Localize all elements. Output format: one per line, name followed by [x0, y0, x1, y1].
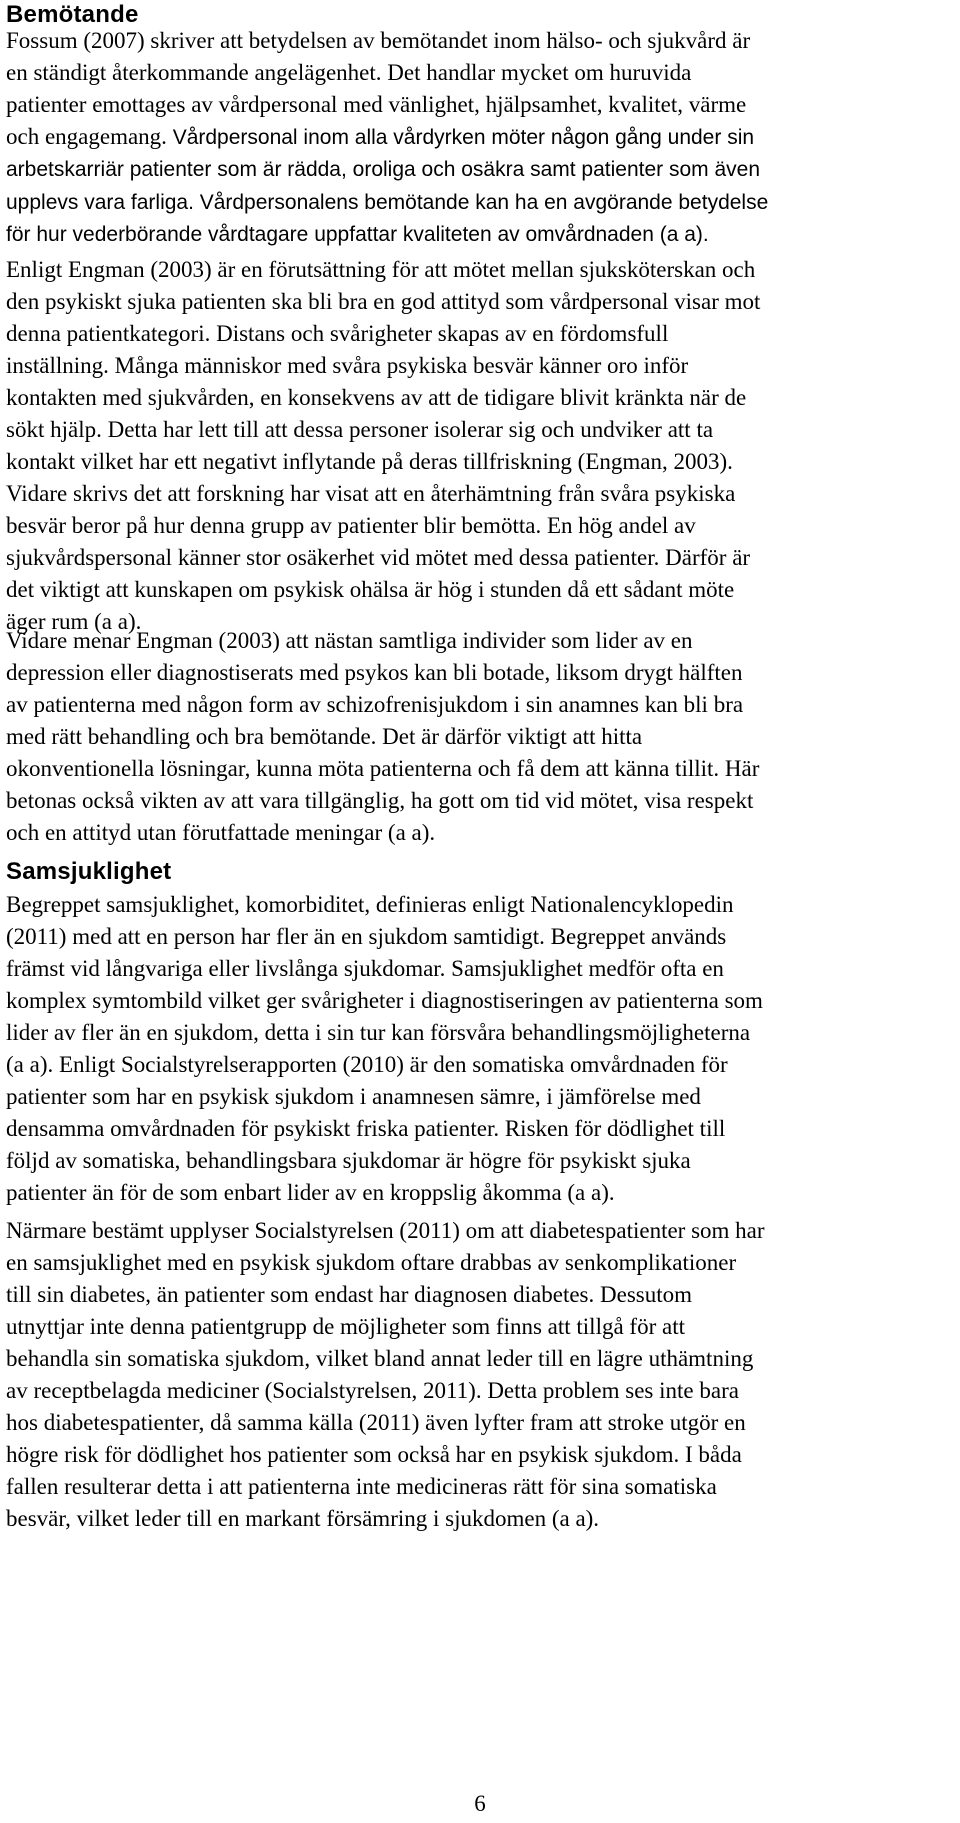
text-line: utnyttjar inte denna patientgrupp de möjligheter som finns att tillgå för att	[6, 1314, 685, 1339]
text-line: lider av fler än en sjukdom, detta i sin tur kan försvåra behandlingsmöjligheterna	[6, 1020, 751, 1045]
text-line: Fossum (2007) skriver att betydelsen av bemötandet inom hälso- och sjukvård är	[6, 28, 751, 53]
text-line: den psykiskt sjuka patienten ska bli bra en god attityd som vårdpersonal visar mot	[6, 289, 761, 314]
text-line: följd av somatiska, behandlingsbara sjukdomar är högre för psykiskt sjuka	[6, 1148, 691, 1173]
text-line: högre risk för dödlighet hos patienter som också har en psykisk sjukdom. I båda	[6, 1442, 742, 1467]
text-line: det viktigt att kunskapen om psykisk ohälsa är hög i stunden då ett sådant möte	[6, 577, 735, 602]
text-line: besvär, vilket leder till en markant försämring i sjukdomen (a a).	[6, 1506, 600, 1531]
text-line: sjukvårdspersonal känner stor osäkerhet vid mötet med dessa patienter. Därför är	[6, 545, 751, 570]
paragraph	[6, 254, 956, 638]
text-line: (a a). Enligt Socialstyrelserapporten (2010) är den somatiska omvårdnaden för	[6, 1052, 728, 1077]
heading-samsjuklighet: Samsjuklighet	[6, 858, 172, 885]
text-line: för hur vederbörande vårdtagare uppfattar kvaliteten av omvårdnaden (a a).	[6, 223, 709, 246]
text-line: med rätt behandling och bra bemötande. Det är därför viktigt att hitta	[6, 724, 643, 749]
text-line: en ständigt återkommande angelägenhet. Det handlar mycket om huruvida	[6, 60, 692, 85]
text-line: hos diabetespatienter, då samma källa (2011) även lyfter fram att stroke utgör en	[6, 1410, 746, 1435]
paragraph	[6, 25, 956, 251]
text-line: komplex symtombild vilket ger svårigheter i diagnostiseringen av patienterna som	[6, 988, 763, 1013]
text-line: fallen resulterar detta i att patienterna inte medicineras rätt för sina somatiska	[6, 1474, 717, 1499]
text-line: Närmare bestämt upplyser Socialstyrelsen (2011) om att diabetespatienter som har	[6, 1218, 765, 1243]
text-line: patienter än för de som enbart lider av en kroppslig åkomma (a a).	[6, 1180, 615, 1205]
text-line: depression eller diagnostiserats med psykos kan bli botade, liksom drygt hälften	[6, 660, 743, 685]
text-span: Vårdpersonalens bemötande kan ha en avgörande betydelse	[199, 191, 769, 214]
text-line: denna patientkategori. Distans och svårigheter skapas av en fördomsfull	[6, 321, 669, 346]
text-span: upplevs vara farliga.	[6, 191, 194, 214]
text-line	[6, 121, 956, 154]
text-line: arbetskarriär patienter som är rädda, oroliga och osäkra samt patienter som även	[6, 158, 761, 181]
text-line: Vidare menar Engman (2003) att nästan samtliga individer som lider av en	[6, 628, 693, 653]
text-line: av receptbelagda mediciner (Socialstyrelsen, 2011). Detta problem ses inte bara	[6, 1378, 739, 1403]
paragraph	[6, 1215, 956, 1535]
text-line: okonventionella lösningar, kunna möta patienterna och få dem att känna tillit. Här	[6, 756, 760, 781]
text-line: patienter emottages av vårdpersonal med vänlighet, hjälpsamhet, kvalitet, värme	[6, 92, 747, 117]
text-line: besvär beror på hur denna grupp av patienter blir bemötta. En hög andel av	[6, 513, 696, 538]
text-line: densamma omvårdnaden för psykiskt friska patienter. Risken för dödlighet till	[6, 1116, 726, 1141]
text-line: Begreppet samsjuklighet, komorbiditet, definieras enligt Nationalencyklopedin	[6, 892, 734, 917]
text-line: till sin diabetes, än patienter som endast har diagnosen diabetes. Dessutom	[6, 1282, 693, 1307]
text-line: av patienterna med någon form av schizofrenisjukdom i sin anamnes kan bli bra	[6, 692, 744, 717]
text-line: sökt hjälp. Detta har lett till att dessa personer isolerar sig och undviker att ta	[6, 417, 714, 442]
page-number: 6	[474, 1791, 486, 1816]
text-line: inställning. Många människor med svåra psykiska besvär känner oro inför	[6, 353, 689, 378]
text-line: äger rum (a a).	[6, 609, 142, 634]
text-line: en samsjuklighet med en psykisk sjukdom oftare drabbas av senkomplikationer	[6, 1250, 737, 1275]
text-line: och en attityd utan förutfattade meningar (a a).	[6, 820, 436, 845]
text-line: (2011) med att en person har fler än en sjukdom samtidigt. Begreppet används	[6, 924, 727, 949]
text-line: kontakten med sjukvården, en konsekvens av att de tidigare blivit kränkta när de	[6, 385, 747, 410]
text-line	[6, 186, 956, 219]
text-span: och engagemang.	[6, 124, 167, 149]
paragraph	[6, 625, 956, 849]
heading-bemotande: Bemötande	[6, 1, 139, 28]
text-line: främst vid långvariga eller livslånga sjukdomar. Samsjuklighet medför ofta en	[6, 956, 724, 981]
text-line: Vidare skrivs det att forskning har visat att en återhämtning från svåra psykiska	[6, 481, 736, 506]
text-line: Enligt Engman (2003) är en förutsättning för att mötet mellan sjuksköterskan och	[6, 257, 756, 282]
paragraph	[6, 889, 956, 1209]
text-line: patienter som har en psykisk sjukdom i anamnesen sämre, i jämförelse med	[6, 1084, 701, 1109]
text-line: behandla sin somatiska sjukdom, vilket bland annat leder till en lägre uthämtning	[6, 1346, 754, 1371]
text-span: Vårdpersonal inom alla vårdyrken möter någon gång under sin	[172, 126, 755, 149]
text-line: kontakt vilket har ett negativt inflytande på deras tillfriskning (Engman, 2003).	[6, 449, 733, 474]
text-line: betonas också vikten av att vara tillgänglig, ha gott om tid vid mötet, visa respekt	[6, 788, 754, 813]
